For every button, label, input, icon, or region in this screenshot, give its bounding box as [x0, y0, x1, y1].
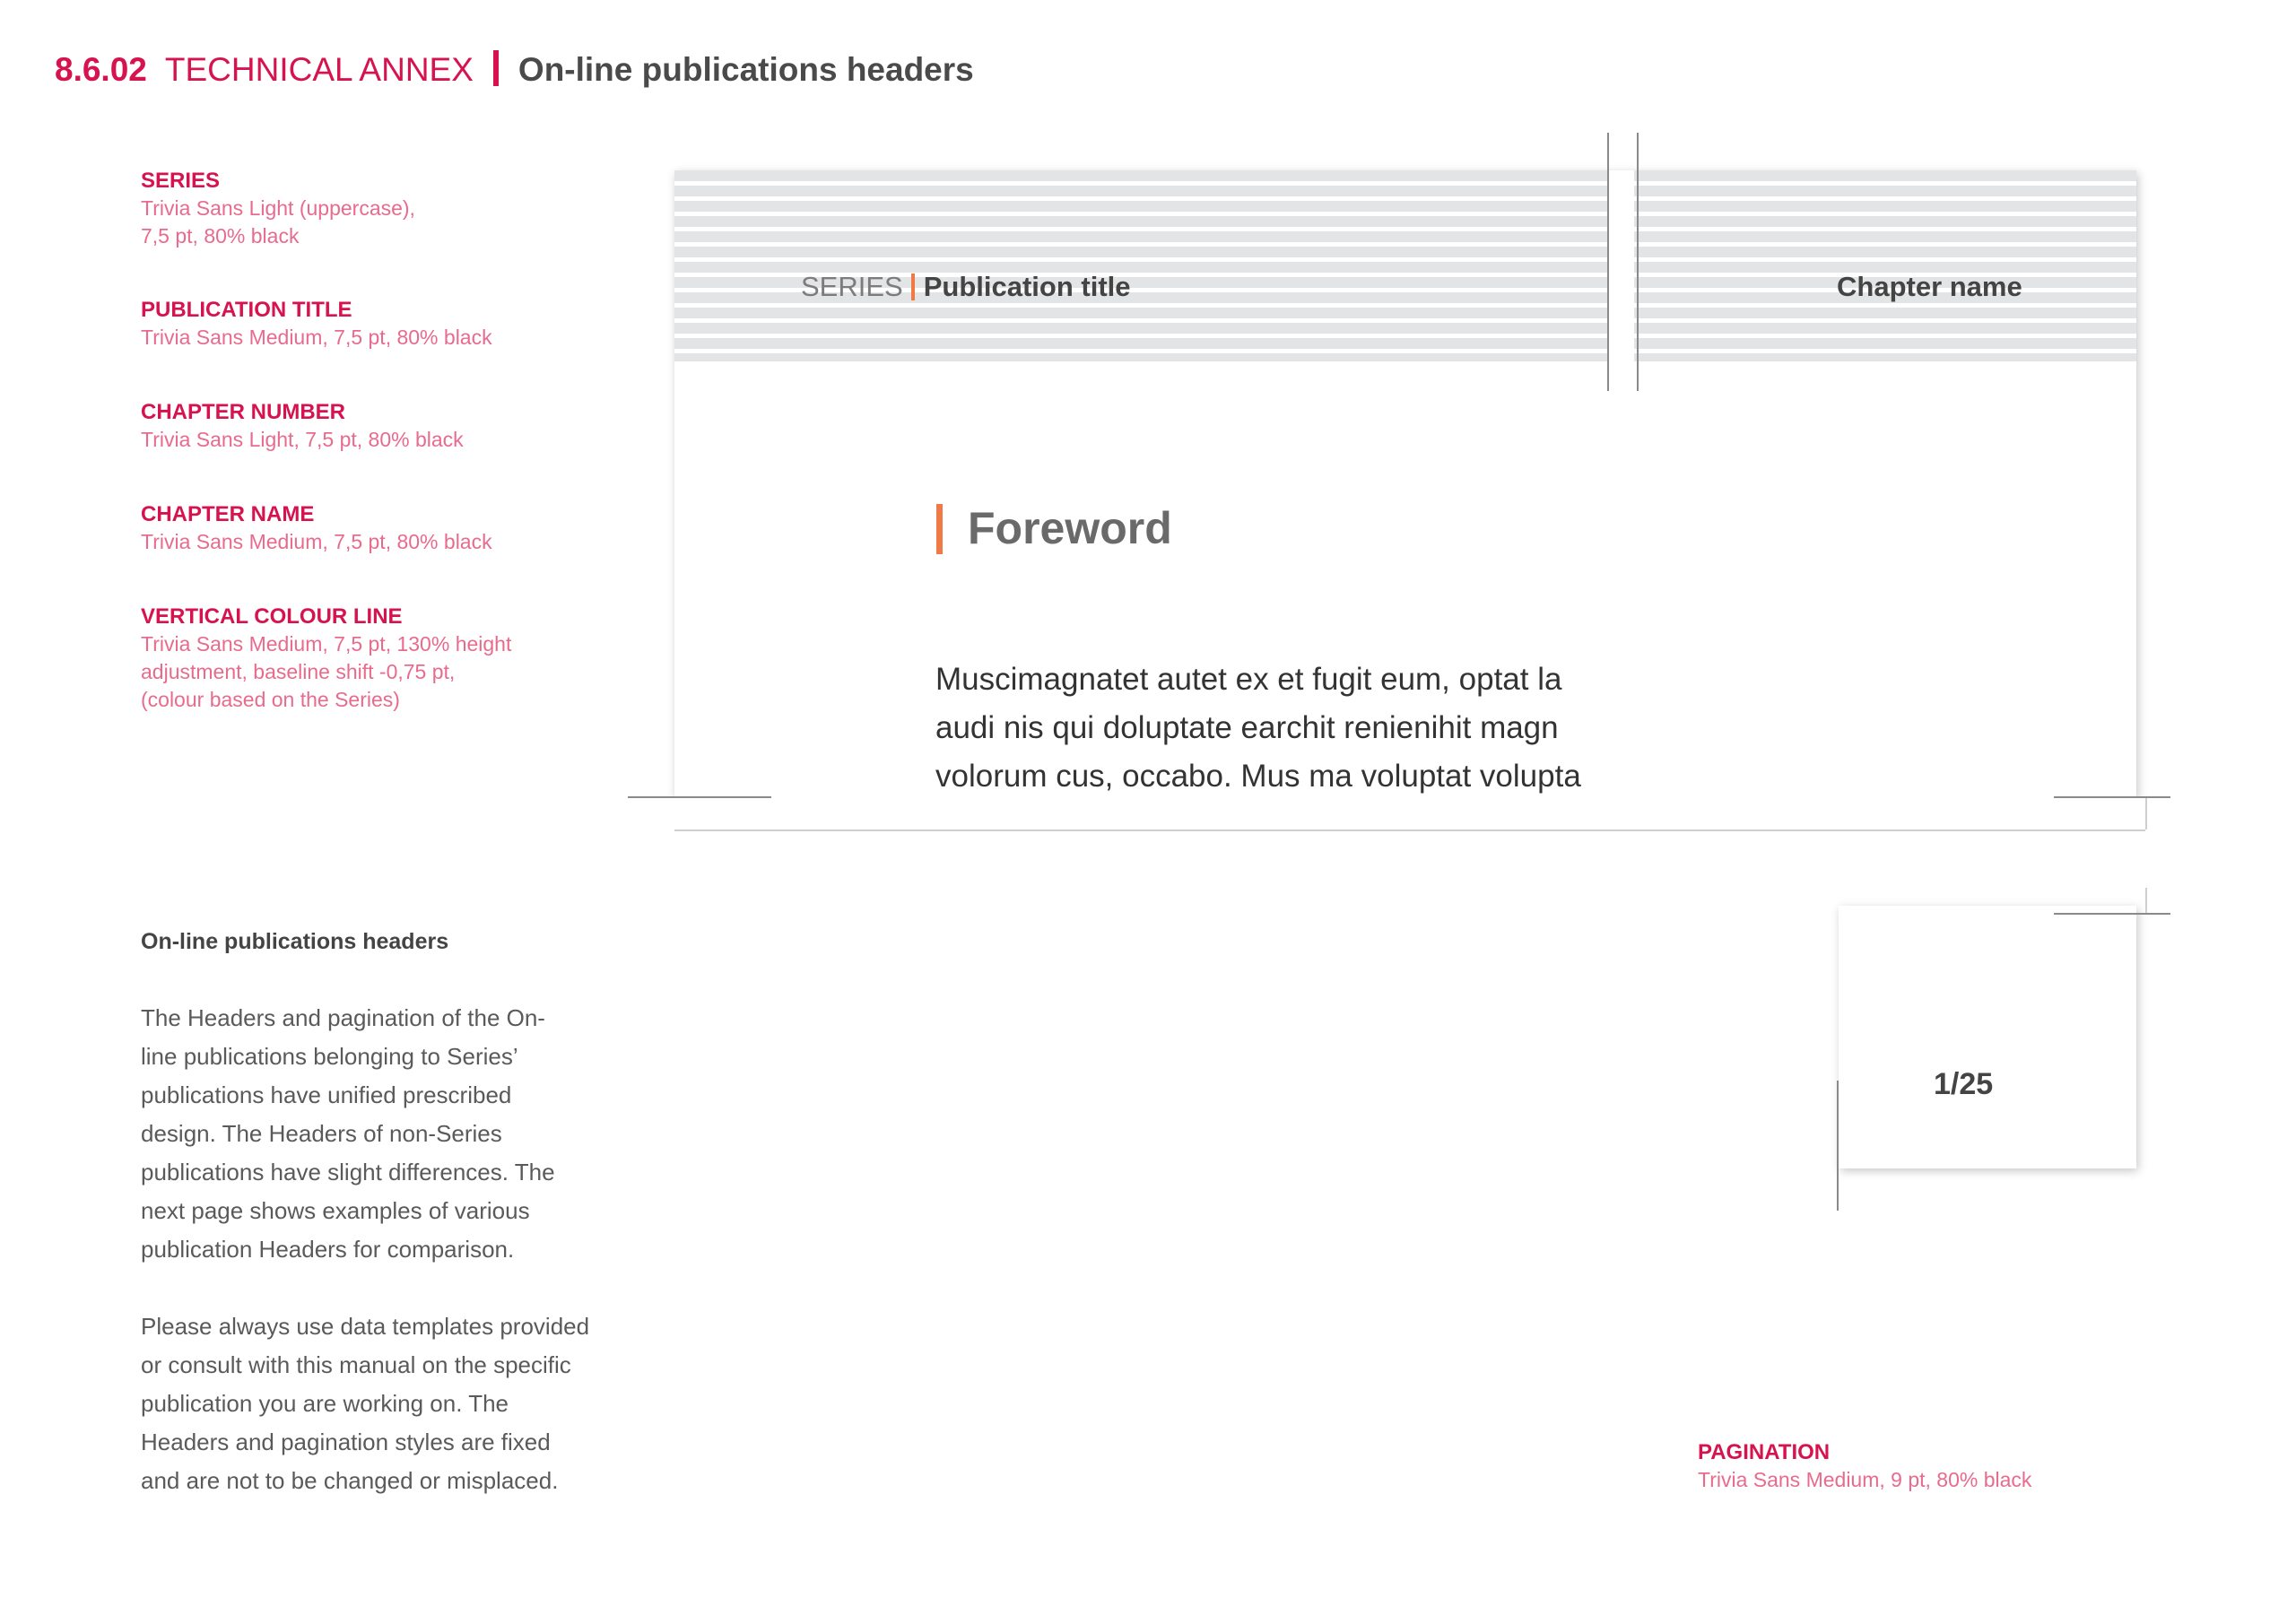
text-line: next page shows examples of various — [141, 1197, 530, 1224]
text-line: Please always use data templates provided — [141, 1313, 590, 1340]
page-bottom-mask — [664, 798, 2152, 888]
text-line: publication Headers for comparison. — [141, 1236, 515, 1263]
spec-series — [141, 167, 607, 250]
guide-line — [1637, 133, 1639, 391]
page-edge-line — [674, 829, 2145, 831]
pagination-number: 1/25 — [1934, 1067, 1994, 1101]
text-line: publications have unified prescribed — [141, 1081, 512, 1108]
chapter-name: Chapter name — [1837, 271, 2022, 302]
text-line: Headers and pagination styles are fixed — [141, 1429, 551, 1455]
guide-line — [1607, 133, 1609, 391]
text-line: Muscimagnatet autet ex et fugit eum, optat la — [935, 662, 1562, 697]
spec-publication-title — [141, 296, 607, 352]
spec-label: VERTICAL COLOUR LINE — [141, 604, 403, 629]
publication-title: Publication title — [923, 271, 1131, 302]
spec-label: PAGINATION — [1698, 1440, 1831, 1464]
spec-label: CHAPTER NAME — [141, 502, 315, 526]
series-label: SERIES — [801, 271, 903, 302]
page-title: On-line publications headers — [517, 51, 974, 88]
page-split-gap — [1607, 170, 1634, 395]
page-heading — [55, 45, 974, 89]
spec-desc: Trivia Sans Light (uppercase), 7,5 pt, 80% black — [141, 196, 415, 248]
crop-mark — [2054, 796, 2170, 798]
text-line: The Headers and pagination of the On- — [141, 1004, 545, 1031]
crop-mark — [2054, 913, 2170, 915]
page-edge-line — [2145, 888, 2147, 915]
page-edge-line — [2145, 798, 2147, 829]
text-line: publications have slight differences. The — [141, 1159, 555, 1185]
spec-label: SERIES — [141, 169, 221, 193]
about-paragraph-2 — [141, 1307, 643, 1500]
about-paragraph-1 — [141, 999, 643, 1269]
spec-chapter-name — [141, 500, 607, 556]
text-line: design. The Headers of non-Series — [141, 1120, 502, 1147]
foreword-colour-line — [936, 504, 943, 554]
text-line: or consult with this manual on the specific — [141, 1351, 571, 1378]
spec-desc: Trivia Sans Medium, 7,5 pt, 80% black — [141, 326, 492, 349]
header-band — [674, 170, 2136, 361]
crop-mark — [628, 796, 771, 798]
spec-desc: Trivia Sans Medium, 7,5 pt, 80% black — [141, 530, 492, 553]
about-title: On-line publications headers — [141, 929, 449, 954]
body-text — [935, 656, 1610, 801]
spec-vertical-colour-line — [141, 603, 607, 714]
spec-desc: Trivia Sans Medium, 7,5 pt, 130% height adjustment, baseline shift -0,75 pt, (colour based on the Series) — [141, 632, 512, 711]
crop-mark — [1837, 1081, 1839, 1211]
spec-label: PUBLICATION TITLE — [141, 298, 352, 322]
spec-pagination — [1698, 1438, 2164, 1494]
spec-chapter-number — [141, 398, 607, 454]
section-name: TECHNICAL ANNEX — [164, 51, 474, 88]
heading-divider — [493, 50, 499, 86]
text-line: line publications belonging to Series’ — [141, 1043, 518, 1070]
vertical-colour-line — [911, 274, 915, 300]
text-line: audi nis qui doluptate earchit renienihit magn — [935, 710, 1559, 745]
section-number: 8.6.02 — [55, 51, 147, 88]
chapter-heading: Foreword — [968, 503, 1172, 553]
pagination-box — [1839, 906, 2136, 1168]
spec-label: CHAPTER NUMBER — [141, 400, 345, 424]
text-line: publication you are working on. The — [141, 1390, 509, 1417]
spec-desc: Trivia Sans Medium, 9 pt, 80% black — [1698, 1468, 2032, 1491]
text-line: and are not to be changed or misplaced. — [141, 1467, 559, 1494]
spec-desc: Trivia Sans Light, 7,5 pt, 80% black — [141, 428, 464, 451]
text-line: volorum cus, occabo. Mus ma voluptat volupta — [935, 759, 1581, 794]
header-left — [801, 271, 1131, 303]
